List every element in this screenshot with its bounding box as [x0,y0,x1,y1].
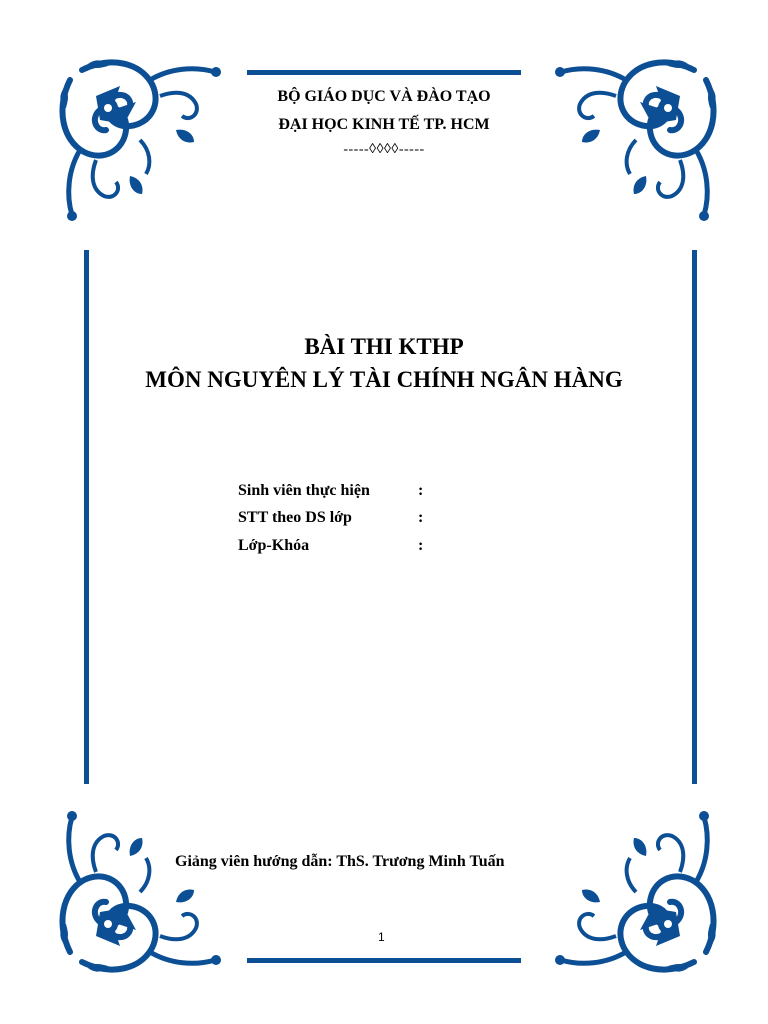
info-label: Lớp-Khóa [238,537,310,554]
border-top-line [247,70,521,75]
info-label: Sinh viên thực hiện [238,482,370,499]
header-divider: -----◊◊◊◊----- [343,142,425,157]
info-colon: : [418,509,424,526]
course-title: MÔN NGUYÊN LÝ TÀI CHÍNH NGÂN HÀNG [145,367,623,392]
border-right-line [692,250,697,784]
page-number: 1 [378,930,385,944]
exam-title: BÀI THI KTHP [304,334,464,359]
corner-ornament-top-left [60,60,221,221]
info-label: STT theo DS lớp [238,509,352,526]
info-row-class-order [238,509,423,527]
info-colon: : [418,482,424,499]
ministry-heading: BỘ GIÁO DỤC VÀ ĐÀO TẠO [277,88,491,105]
info-colon: : [418,537,424,554]
corner-ornament-bottom-right [555,811,716,972]
border-left-line [84,250,89,784]
info-row-class-course [238,537,423,555]
info-row-student [238,482,423,500]
corner-ornament-top-right [555,60,716,221]
lecturer-line: Giảng viên hướng dẫn: ThS. Trương Minh Tuấn [175,853,505,870]
corner-ornament-bottom-left [60,811,221,972]
border-bottom-line [247,958,521,963]
university-heading: ĐẠI HỌC KINH TẾ TP. HCM [278,116,490,133]
